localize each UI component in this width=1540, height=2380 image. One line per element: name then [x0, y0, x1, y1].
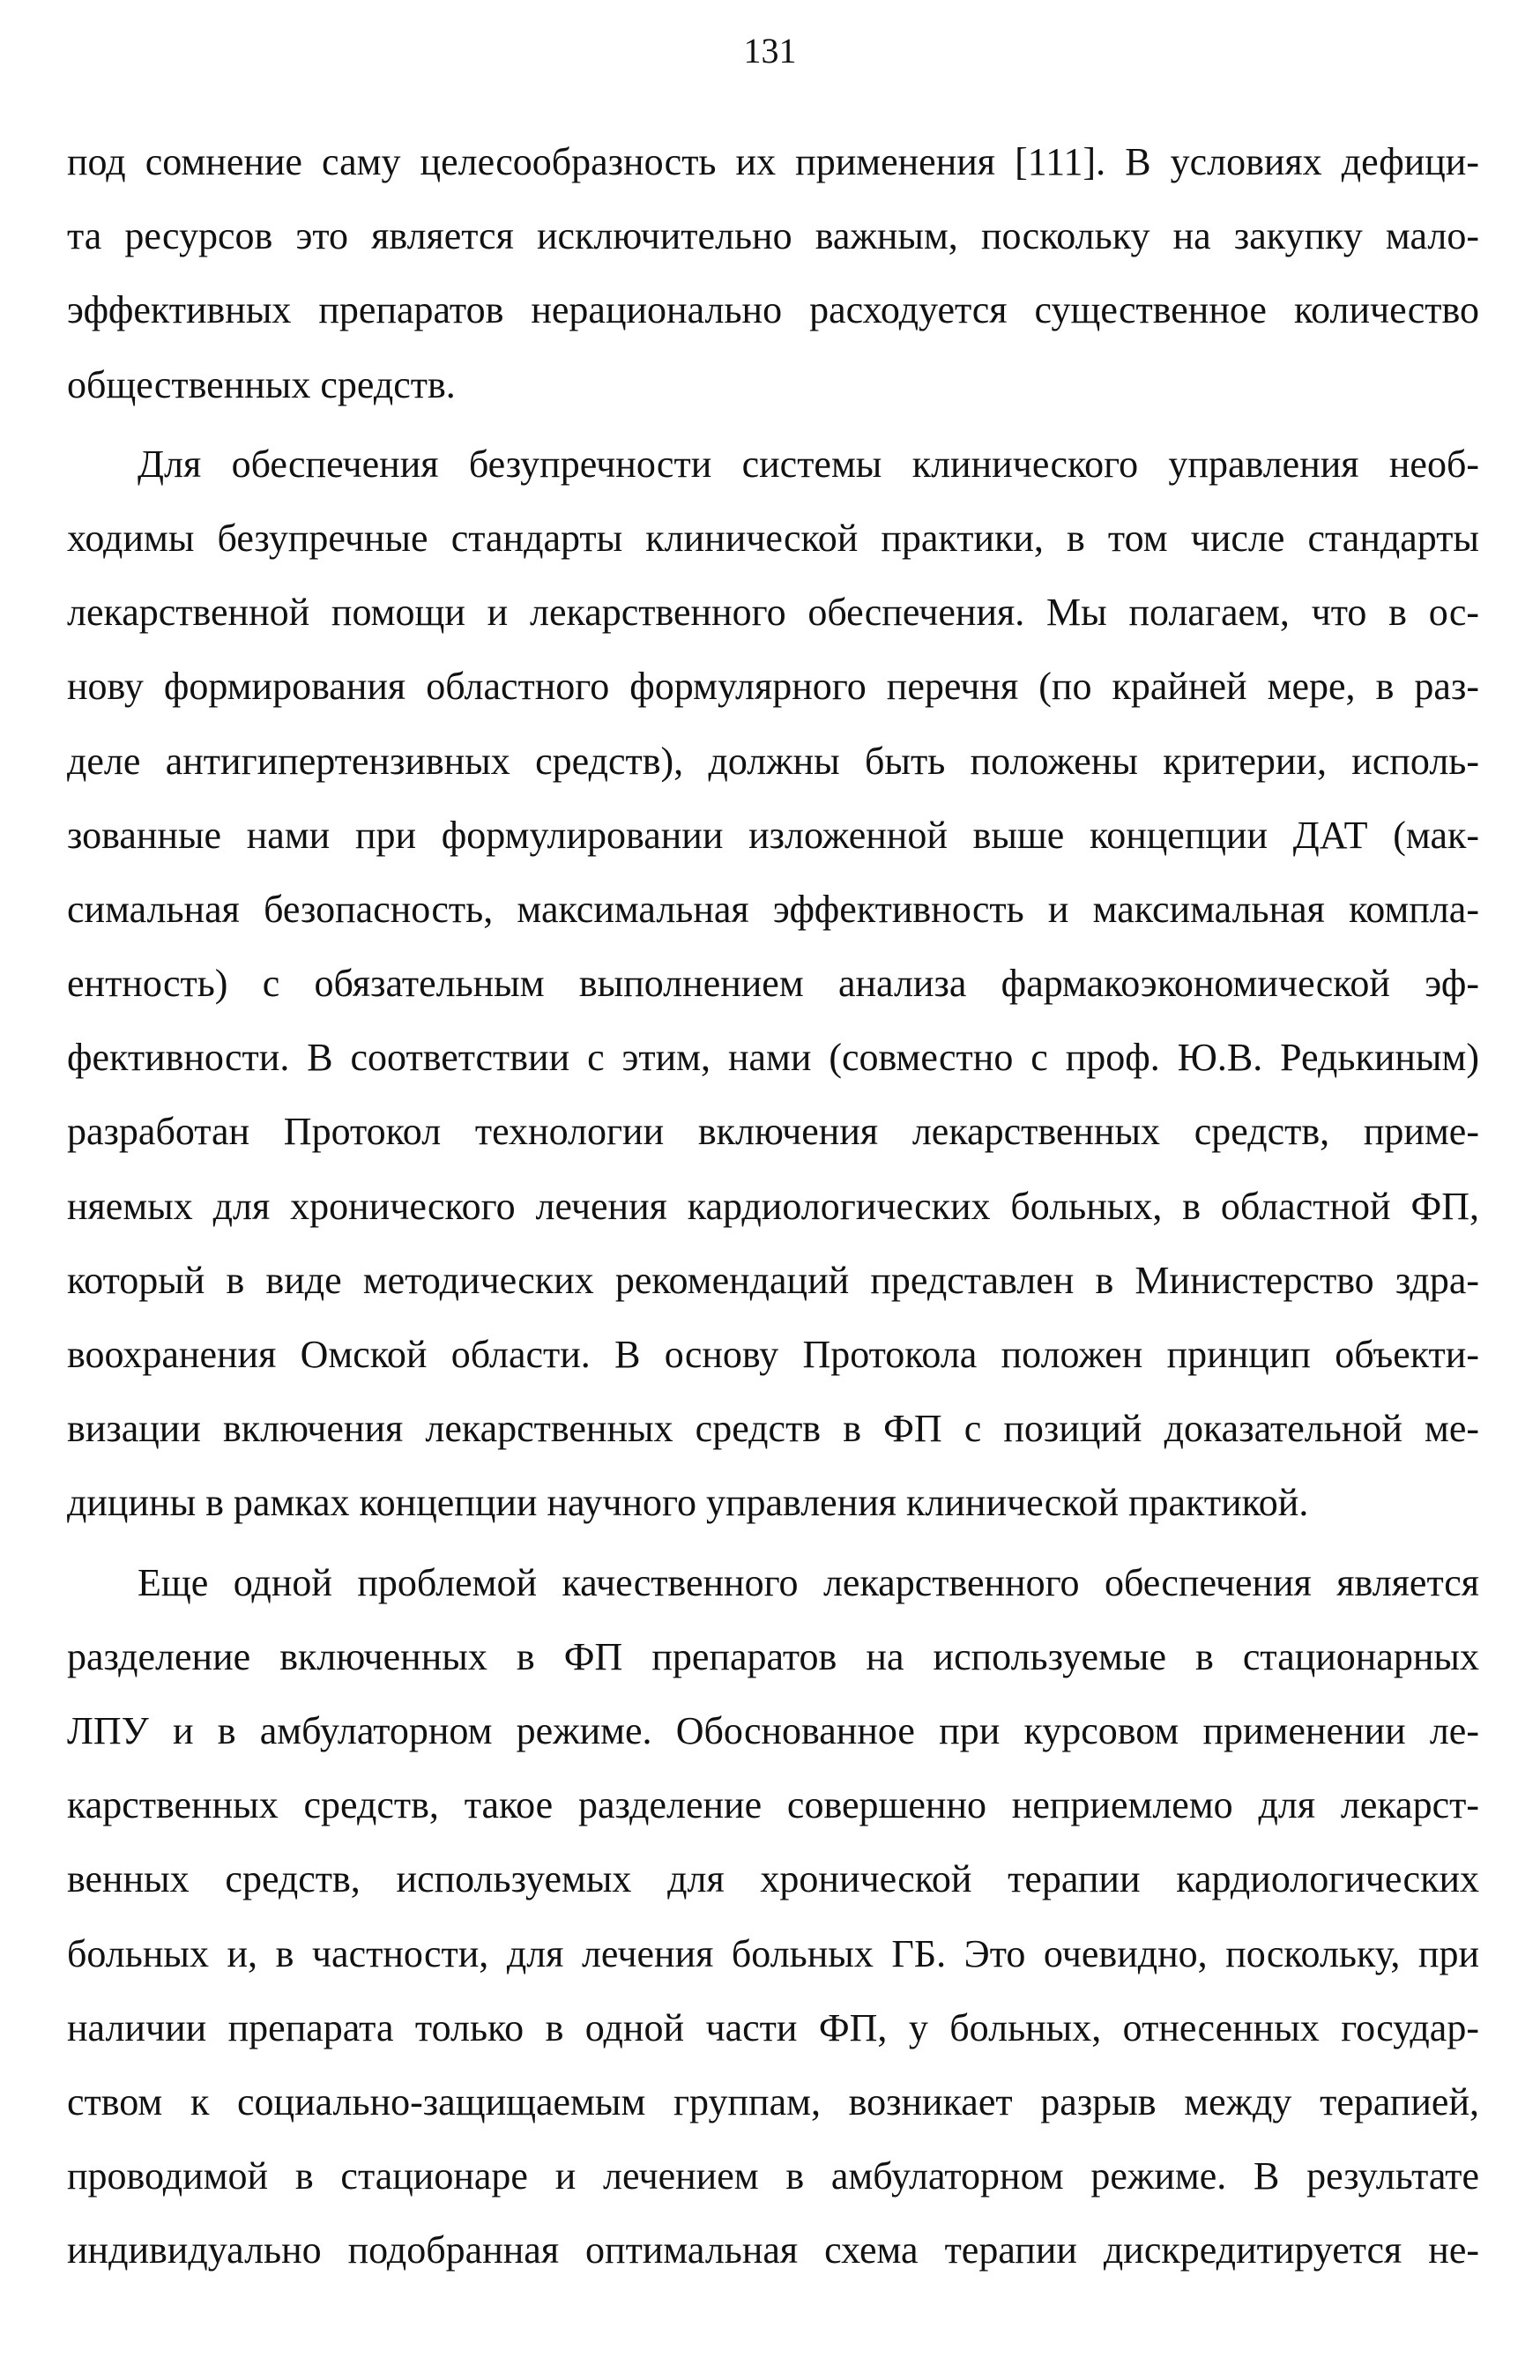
- text-line: симальная безопасность, максимальная эффективность и максимальная компла-: [67, 887, 1479, 931]
- text-line: Еще одной проблемой качественного лекарственного обеспечения является: [138, 1560, 1479, 1604]
- text-line: визации включения лекарственных средств в ФП с позиций доказательной ме-: [67, 1407, 1479, 1451]
- text-line: Для обеспечения безупречности системы клинического управления необ-: [138, 442, 1479, 486]
- text-line: ходимы безупречные стандарты клинической практики, в том числе стандарты: [67, 516, 1479, 560]
- text-line: зованные нами при формулировании изложенной выше концепции ДАТ (мак-: [67, 813, 1479, 857]
- text-line: воохранения Омской области. В основу Протокола положен принцип объекти-: [67, 1333, 1479, 1376]
- text-line: та ресурсов это является исключительно важным, поскольку на закупку мало-: [67, 214, 1479, 258]
- text-line: нову формирования областного формулярного перечня (по крайней мере, в раз-: [67, 665, 1479, 709]
- text-line: ЛПУ и в амбулаторном режиме. Обоснованное при курсовом применении ле-: [67, 1708, 1479, 1752]
- text-line: разделение включенных в ФП препаратов на используемые в стационарных: [67, 1634, 1479, 1678]
- paragraph: [67, 428, 1479, 1541]
- text-line: дицины в рамках концепции научного управления клинической практикой.: [67, 1481, 1309, 1525]
- text-line: больных и, в частности, для лечения больных ГБ. Это очевидно, поскольку, при: [67, 1931, 1479, 1975]
- text-line: проводимой в стационаре и лечением в амбулаторном режиме. В результате: [67, 2154, 1479, 2198]
- text-line: индивидуально подобранная оптимальная схема терапии дискредитируется не-: [67, 2228, 1479, 2272]
- text-line: деле антигипертензивных средств), должны быть положены критерии, исполь-: [67, 739, 1479, 783]
- text-line: фективности. В соответствии с этим, нами (совместно с проф. Ю.В. Редькиным): [67, 1036, 1479, 1080]
- text-line: лекарственной помощи и лекарственного обеспечения. Мы полагаем, что в ос-: [67, 591, 1479, 635]
- text-line: няемых для хронического лечения кардиологических больных, в областной ФП,: [67, 1184, 1479, 1228]
- page-number: 131: [743, 31, 797, 71]
- paragraph: [67, 1546, 1479, 2288]
- text-line: под сомнение саму целесообразность их применения [111]. В условиях дефици-: [67, 140, 1479, 183]
- text-line: разработан Протокол технологии включения лекарственных средств, приме-: [67, 1110, 1479, 1154]
- text-line: карственных средств, такое разделение совершенно неприемлемо для лекарст-: [67, 1783, 1479, 1827]
- text-line: наличии препарата только в одной части ФП, у больных, отнесенных государ-: [67, 2005, 1479, 2049]
- text-line: ентность) с обязательным выполнением анализа фармакоэкономической эф-: [67, 962, 1479, 1006]
- text-line: венных средств, используемых для хронической терапии кардиологических: [67, 1857, 1479, 1901]
- body-text: [67, 125, 1479, 2287]
- paragraph: [67, 125, 1479, 422]
- text-line: эффективных препаратов нерационально расходуется существенное количество: [67, 288, 1479, 332]
- text-line: общественных средств.: [67, 362, 456, 406]
- text-line: ством к социально-защищаемым группам, возникает разрыв между терапией,: [67, 2079, 1479, 2123]
- text-line: который в виде методических рекомендаций представлен в Министерство здра-: [67, 1258, 1479, 1302]
